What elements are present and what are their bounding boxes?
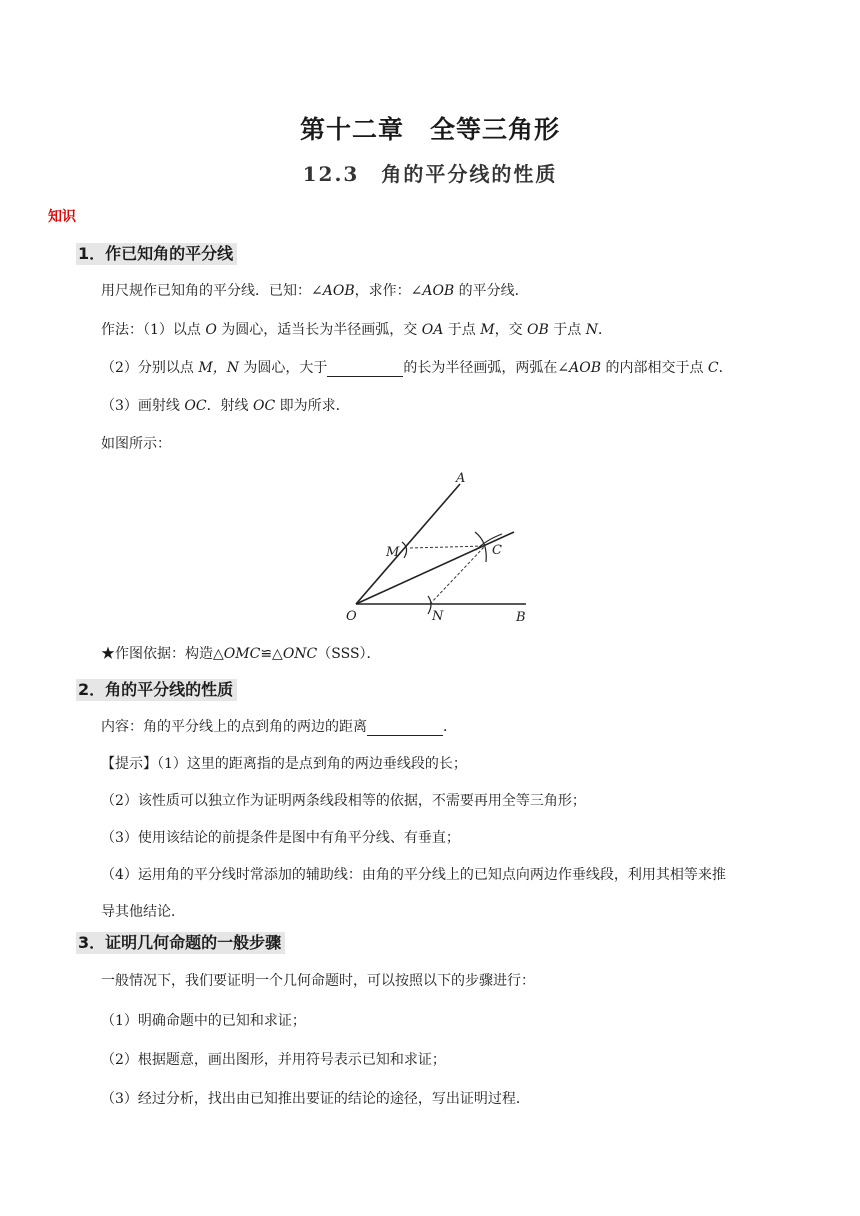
label-n: N — [432, 609, 444, 624]
fill-blank[interactable] — [367, 721, 443, 736]
tip-4-continued: 导其他结论． — [101, 904, 185, 920]
section2-heading: 2．角的平分线的性质 — [76, 679, 237, 701]
tip-2: （2）该性质可以独立作为证明两条线段相等的依据，不需要再用全等三角形； — [101, 793, 586, 809]
section1-heading: 1．作已知角的平分线 — [76, 243, 237, 265]
knowledge-label: 知识 — [48, 209, 76, 225]
section2-content: 内容：角的平分线上的点到角的两边的距离 ． — [101, 719, 457, 735]
segment-mc — [410, 546, 485, 548]
chapter-title: 第十二章 全等三角形 — [299, 115, 561, 144]
section3-step1: （1）明确命题中的已知和求证； — [101, 1013, 306, 1029]
segment-nc — [430, 546, 485, 604]
section3-step2: （2）根据题意，画出图形，并用符号表示已知和求证； — [101, 1052, 446, 1068]
fill-blank[interactable] — [327, 362, 403, 377]
ray-oc — [356, 532, 514, 604]
section1-intro: 用尺规作已知角的平分线．已知：∠AOB，求作：∠AOB 的平分线． — [101, 283, 529, 299]
section3-intro: 一般情况下，我们要证明一个几何命题时，可以按照以下的步骤进行： — [101, 973, 535, 989]
construction-basis: ★作图依据：构造△OMC≌△ONC（SSS）． — [101, 646, 381, 662]
label-m: M — [386, 545, 400, 560]
figure-intro: 如图所示： — [101, 436, 171, 452]
arc-n — [428, 596, 431, 614]
label-b: B — [516, 610, 526, 625]
tip-1: 【提示】（1）这里的距离指的是点到角的两边垂线段的长； — [101, 756, 467, 772]
tip-3: （3）使用该结论的前提条件是图中有角平分线、有垂直； — [101, 830, 460, 846]
label-c: C — [492, 543, 502, 558]
section1-step3: （3）画射线 OC．射线 OC 即为所求． — [101, 398, 350, 414]
tip-4: （4）运用角的平分线时常添加的辅助线：由角的平分线上的已知点向两边作垂线段，利用其相等来推 — [101, 867, 726, 883]
section3-step3: （3）经过分析，找出由已知推出要证的结论的途径，写出证明过程． — [101, 1091, 530, 1107]
ray-oa — [356, 484, 460, 604]
section-title: 12.3 角的平分线的性质 — [302, 162, 558, 186]
label-o: O — [346, 609, 357, 624]
section3-heading: 3．证明几何命题的一般步骤 — [76, 932, 285, 954]
section1-step1: 作法：（1）以点 O 为圆心，适当长为半径画弧，交 OA 于点 M，交 OB 于点 N． — [101, 322, 612, 338]
angle-bisector-figure — [330, 462, 540, 628]
label-a: A — [456, 471, 466, 486]
section1-step2: （2）分别以点 M，N 为圆心，大于 的长为半径画弧，两弧在∠AOB 的内部相交于点 C． — [101, 360, 733, 376]
